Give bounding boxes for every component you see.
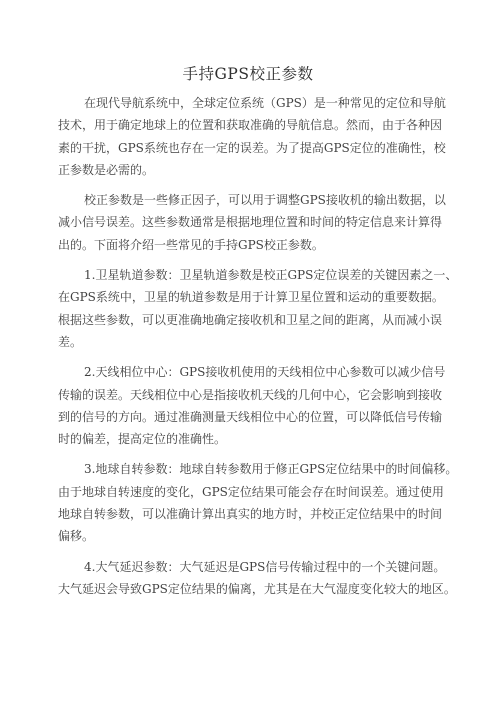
paragraph-item-4 <box>58 556 456 601</box>
text-line: 技术，用于确定地球上的位置和获取准确的导航信息。然而，由于各种因 <box>58 118 443 133</box>
text-line: 校正参数是一些修正因子，可以用于调整GPS接收机的输出数据，以 <box>84 193 446 208</box>
paragraph-definition <box>58 189 450 256</box>
text-line: 地球自转参数，可以准确计算出真实的地方时，并校正定位结果中的时间 <box>58 507 443 522</box>
text-line: 2.天线相位中心：GPS接收机使用的天线相位中心参数可以减少信号 <box>84 365 446 380</box>
text-line: 在现代导航系统中，全球定位系统（GPS）是一种常见的定位和导航 <box>84 96 446 110</box>
text-line: 1.卫星轨道参数：卫星轨道参数是校正GPS定位误差的关键因素之一、 <box>84 268 458 283</box>
text-line: 到的信号的方向。通过准确测量天线相位中心的位置，可以降低信号传输 <box>58 409 443 424</box>
text-line: 减小信号误差。这些参数通常是根据地理位置和时间的特定信息来计算得 <box>58 215 443 230</box>
text-line: 在GPS系统中，卫星的轨道参数是用于计算卫星位置和运动的重要数据。 <box>58 290 444 305</box>
text-line: 3.地球自转参数：地球自转参数用于修正GPS定位结果中的时间偏移。 <box>84 462 458 477</box>
document-body <box>58 92 458 608</box>
paragraph-intro <box>58 92 450 181</box>
text-line: 差。 <box>58 334 83 349</box>
text-line: 大气延迟会导致GPS定位结果的偏离，尤其是在大气湿度变化较大的地区。 <box>58 581 456 596</box>
text-line: 时的偏差，提高定位的准确性。 <box>58 432 227 447</box>
text-line: 出的。下面将介绍一些常见的手持GPS校正参数。 <box>58 237 324 252</box>
text-line: 偏移。 <box>58 529 95 544</box>
text-line: 正参数是必需的。 <box>58 162 155 177</box>
paragraph-item-3 <box>58 458 458 547</box>
text-line: 传输的误差。天线相位中心是指接收机天线的几何中心，它会影响到接收 <box>58 387 443 402</box>
text-line: 4.大气延迟参数：大气延迟是GPS信号传输过程中的一个关键问题。 <box>84 559 446 574</box>
text-line: 由于地球自转速度的变化，GPS定位结果可能会存在时间误差。通过使用 <box>58 484 444 499</box>
text-line: 素的干扰，GPS系统也存在一定的误差。为了提高GPS定位的准确性，校 <box>58 140 446 155</box>
text-line: 根据这些参数，可以更准确地确定接收机和卫星之间的距离，从而减小误 <box>58 312 443 327</box>
document-title: 手持GPS校正参数 <box>182 65 314 83</box>
paragraph-item-2 <box>58 361 450 450</box>
paragraph-item-1 <box>58 264 458 353</box>
